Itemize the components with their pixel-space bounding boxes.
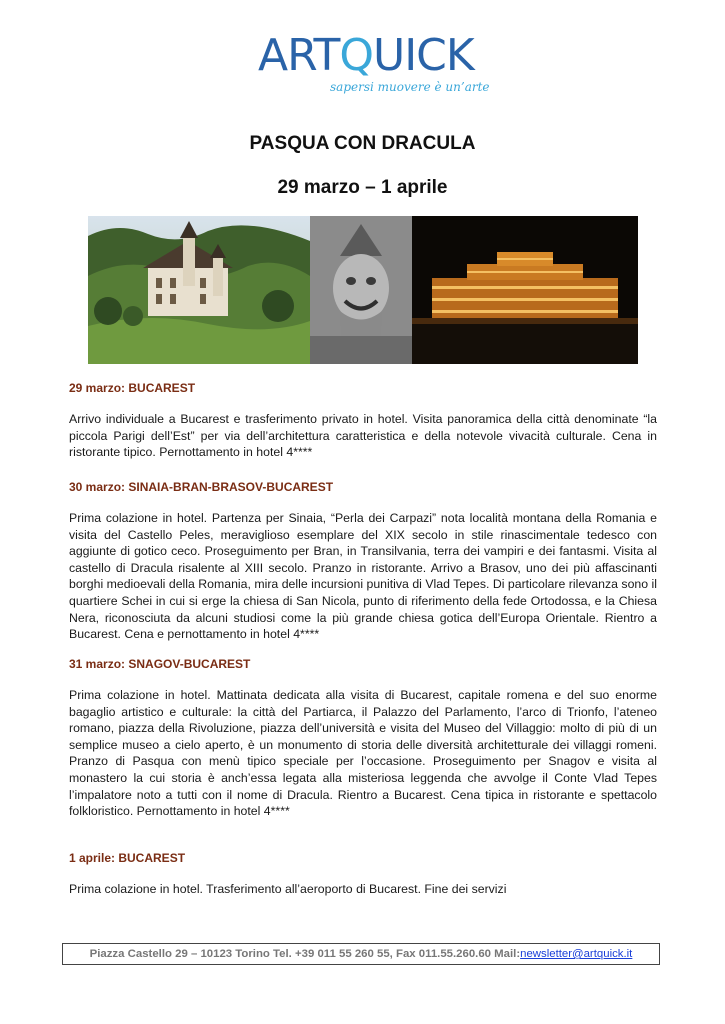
dracula-statue-photo <box>310 216 412 364</box>
trip-dates: 29 marzo – 1 aprile <box>277 177 448 198</box>
day-heading: 29 marzo: BUCAREST <box>69 381 196 395</box>
logo-art: ART <box>258 30 340 81</box>
day-description: Arrivo individuale a Bucarest e trasferimento privato in hotel. Visita panoramica della città denominate “la piccola Parigi dell’Est” per via dell’architettura caratteristica e della notevole vivacità culturale. Cena in ristorante tipico. Pernottamento in hotel 4**** <box>69 412 657 460</box>
footer-address: Piazza Castello 29 – 10123 Torino Tel. +39 011 55 260 55, Fax 011.55.260.60 Mail: <box>89 948 521 960</box>
day-description: Prima colazione in hotel. Partenza per Sinaia, “Perla dei Carpazi” nota località montana della Romania e visita del Castello Peles, meraviglioso esemplare del XIX secolo in stile rinascimentale tedesco con aggiunte di gotico ceco. Proseguimento per Bran, in Transilvania, terra dei vampiri e dei fantasmi. Visita al castello di Dracula risalente al XIII secolo. Pranzo in ristorante. Arrivo a Brasov, uno dei più affascinanti borghi medioevali della Romania, mira delle incursioni punitiva di Vlad Tepes. Di particolare rilevanza sono il quartiere Schei in cui si erge la chiesa di San Nicola, punto di riferimento della fede Ortodossa, e la Chiesa Nera, riconosciuta da alcuni studiosi come la più grande chiesa gotica dell’Europa Orientale. Rientro a Bucarest. Cena e pernottamento in hotel 4**** <box>69 511 657 642</box>
logo-uick: UICK <box>373 30 474 81</box>
day-heading: 31 marzo: SNAGOV-BUCAREST <box>69 657 251 671</box>
castello-peles-photo <box>88 216 310 364</box>
day-description: Prima colazione in hotel. Trasferimento all’aeroporto di Bucarest. Fine dei servizi <box>69 882 507 896</box>
logo-tagline: sapersi muovere è un’arte <box>330 80 490 94</box>
footer-email-link[interactable]: newsletter@artquick.it <box>520 948 633 960</box>
photo-strip <box>88 216 638 364</box>
logo-wordmark <box>258 32 474 80</box>
page-title: PASQUA CON DRACULA <box>249 133 476 154</box>
contact-footer <box>62 943 660 965</box>
day-heading: 1 aprile: BUCAREST <box>69 851 186 865</box>
palazzo-parlamento-photo <box>412 216 638 364</box>
day-heading: 30 marzo: SINAIA-BRAN-BRASOV-BUCAREST <box>69 480 334 494</box>
artquick-logo <box>258 30 490 102</box>
logo-q: Q <box>339 30 373 81</box>
day-description: Prima colazione in hotel. Mattinata dedicata alla visita di Bucarest, capitale romena e del suo enorme bagaglio artistico e culturale: la città del Partiarca, il Palazzo del Parlamento, l’arco di Trionfo, l’ateneo romano, piazza della Rivoluzione, piazza dell’università e visita del Museo del Villaggio: molto di più di un semplice museo a cielo aperto, è un monumento di storia delle diversità architetturale dei villaggi romeni. Pranzo di Pasqua con menù tipico speciale per l’occasione. Proseguimento per Snagov e visita al monastero la cui storia è anch’essa legata alla misteriosa leggenda che avvolge il Conte Vlad Tepes l’impalatore noto a tutti con il nome di Dracula. Rientro a Bucarest. Cena tipica in ristorante e spettacolo folkloristico. Pernottamento in hotel 4**** <box>69 688 657 819</box>
